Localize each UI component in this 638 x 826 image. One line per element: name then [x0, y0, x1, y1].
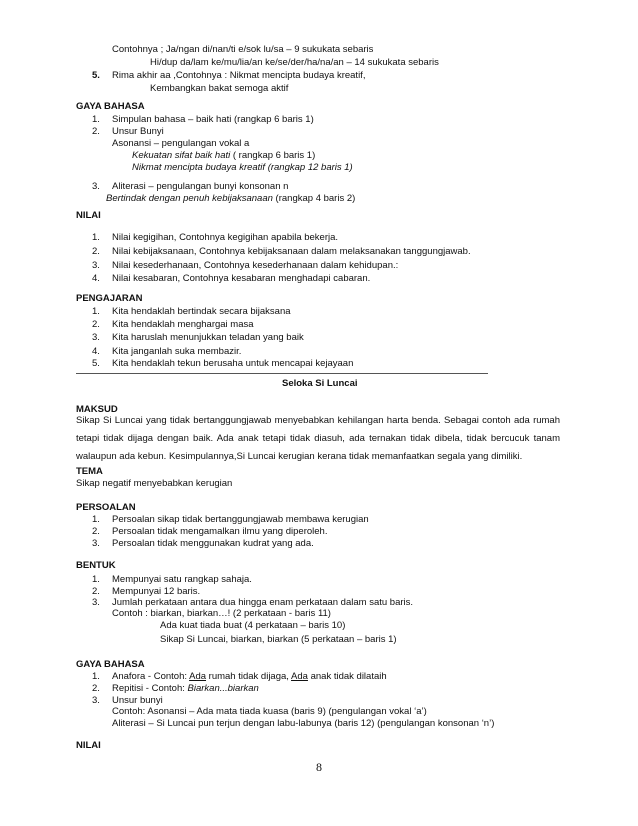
kembang-line: Kembangkan bakat semoga aktif — [150, 83, 289, 94]
asonansi-line: Asonansi – pengulangan vokal a — [112, 138, 250, 149]
gaya2-item-number: 2. — [92, 683, 100, 694]
example-line — [106, 193, 355, 205]
nilai-heading: NILAI — [76, 210, 101, 221]
contoh-line: Contohnya ; Ja/ngan di/nan/ti e/sok lu/sa – 9 sukukata sebaris — [112, 44, 374, 55]
nilai-item-number: 2. — [92, 246, 100, 257]
example-line: Nikmat mencipta budaya kreatif (rangkap 12 baris 1) — [132, 162, 353, 173]
persoalan-heading: PERSOALAN — [76, 502, 136, 513]
section-divider — [76, 373, 488, 374]
maksud-text: Sikap Si Luncai yang tidak bertanggungjawab menyebabkan kehilangan harta benda. Sebagai contoh ada rumah tetapi tidak dijaga dengan baik. Ada anak tetapi tidak diasuh, ada ternakan tidak dibela, tidak bercucuk tanam walaupun ada kebun. Kesimpulannya,Si Luncai kerugian kerana tidak memanfaatkan segala yang dimiliki. — [76, 415, 560, 462]
pengajaran-item-text: Kita hendaklah tekun berusaha untuk mencapai kejayaan — [112, 358, 354, 369]
pengajaran-item-number: 2. — [92, 319, 100, 330]
example-text: Kekuatan sifat baik hati — [132, 150, 231, 161]
gaya-item-number: 3. — [92, 181, 100, 192]
persoalan-item-number: 2. — [92, 526, 100, 537]
persoalan-item-number: 1. — [92, 514, 100, 525]
bentuk-item-text: Jumlah perkataan antara dua hingga enam perkataan dalam satu baris. — [112, 597, 414, 608]
maksud-heading: MAKSUD — [76, 404, 118, 415]
bentuk-heading: BENTUK — [76, 560, 116, 571]
bentuk-item-number: 3. — [92, 597, 100, 608]
seloka-title: Seloka Si Luncai — [282, 378, 358, 389]
persoalan-item-text: Persoalan tidak mengamalkan ilmu yang diperoleh. — [112, 526, 328, 537]
bentuk-item-text: Mempunyai 12 baris. — [112, 586, 201, 597]
pengajaran-item-number: 3. — [92, 332, 100, 343]
bentuk-sikap: Sikap Si Luncai, biarkan, biarkan (5 perkataan – baris 1) — [160, 634, 397, 645]
rima-line: Rima akhir aa ,Contohnya : Nikmat mencipta budaya kreatif, — [112, 70, 366, 81]
example-line — [132, 150, 315, 162]
nilai-item-number: 4. — [92, 273, 100, 284]
pengajaran-heading: PENGAJARAN — [76, 293, 143, 304]
gaya-item-text: Simpulan bahasa – baik hati (rangkap 6 baris 1) — [112, 114, 314, 125]
tema-text: Sikap negatif menyebabkan kerugian — [76, 478, 233, 489]
hidup-line: Hi/dup da/lam ke/mu/lia/an ke/se/der/ha/na/an – 14 sukukata sebaris — [150, 57, 439, 68]
asonansi-example: Contoh: Asonansi – Ada mata tiada kuasa (baris 9) (pengulangan vokal ‘a’) — [112, 706, 427, 717]
anafora-line — [112, 671, 387, 683]
nilai-item-number: 1. — [92, 232, 100, 243]
persoalan-item-number: 3. — [92, 538, 100, 549]
example-ref: (rangkap 4 baris 2) — [272, 193, 356, 204]
bentuk-contoh: Contoh : biarkan, biarkan…! (2 perkataan - baris 11) — [112, 608, 331, 619]
gaya2-item-number: 3. — [92, 695, 100, 706]
anafora-text: anak tidak dilataih — [307, 671, 387, 682]
anafora-word: Ada — [189, 671, 207, 682]
rima-number: 5. — [92, 70, 100, 81]
aliterasi-example: Aliterasi – Si Luncai pun terjun dengan labu-labunya (baris 12) (pengulangan konsonan ‘n’) — [112, 718, 495, 729]
pengajaran-item-text: Kita haruslah menunjukkan teladan yang baik — [112, 332, 304, 343]
pengajaran-item-number: 5. — [92, 358, 100, 369]
example-text: Bertindak dengan penuh kebijaksanaan — [106, 193, 273, 204]
pengajaran-item-text: Kita hendaklah menghargai masa — [112, 319, 254, 330]
gaya-item-text: Aliterasi – pengulangan bunyi konsonan n — [112, 181, 289, 192]
repitisi-example: Biarkan...biarkan — [187, 683, 259, 694]
nilai-item-text: Nilai kegigihan, Contohnya kegigihan apabila bekerja. — [112, 232, 339, 243]
nilai-item-text: Nilai kesabaran, Contohnya kesabaran menghadapi cabaran. — [112, 273, 371, 284]
unsur-bunyi: Unsur bunyi — [112, 695, 163, 706]
bentuk-item-text: Mempunyai satu rangkap sahaja. — [112, 574, 252, 585]
persoalan-item-text: Persoalan sikap tidak bertanggungjawab membawa kerugian — [112, 514, 369, 525]
repitisi-line — [112, 683, 259, 695]
pengajaran-item-text: Kita janganlah suka membazir. — [112, 346, 242, 357]
gaya-item-text: Unsur Bunyi — [112, 126, 164, 137]
anafora-text: rumah tidak dijaga, — [206, 671, 292, 682]
nilai-item-number: 3. — [92, 260, 100, 271]
nilai-item-text: Nilai kesederhanaan, Contohnya kesederhanaan dalam kehidupan.: — [112, 260, 399, 271]
repitisi-label: Repitisi - Contoh: — [112, 683, 188, 694]
anafora-label: Anafora - Contoh: — [112, 671, 190, 682]
bentuk-item-number: 2. — [92, 586, 100, 597]
gaya-bahasa-heading: GAYA BAHASA — [76, 101, 145, 112]
nilai-heading-2: NILAI — [76, 740, 101, 751]
nilai-item-text: Nilai kebijaksanaan, Contohnya kebijaksanaan dalam melaksanakan tanggungjawab. — [112, 246, 471, 257]
example-ref: ( rangkap 6 baris 1) — [230, 150, 316, 161]
tema-heading: TEMA — [76, 466, 103, 477]
pengajaran-item-text: Kita hendaklah bertindak secara bijaksana — [112, 306, 291, 317]
page-number: 8 — [316, 760, 322, 774]
pengajaran-item-number: 1. — [92, 306, 100, 317]
gaya2-item-number: 1. — [92, 671, 100, 682]
anafora-word: Ada — [291, 671, 308, 682]
pengajaran-item-number: 4. — [92, 346, 100, 357]
persoalan-item-text: Persoalan tidak menggunakan kudrat yang ada. — [112, 538, 314, 549]
bentuk-item-number: 1. — [92, 574, 100, 585]
gaya-item-number: 1. — [92, 114, 100, 125]
gaya-item-number: 2. — [92, 126, 100, 137]
bentuk-ada: Ada kuat tiada buat (4 perkataan – baris 10) — [160, 620, 346, 631]
gaya-bahasa-heading-2: GAYA BAHASA — [76, 659, 145, 670]
